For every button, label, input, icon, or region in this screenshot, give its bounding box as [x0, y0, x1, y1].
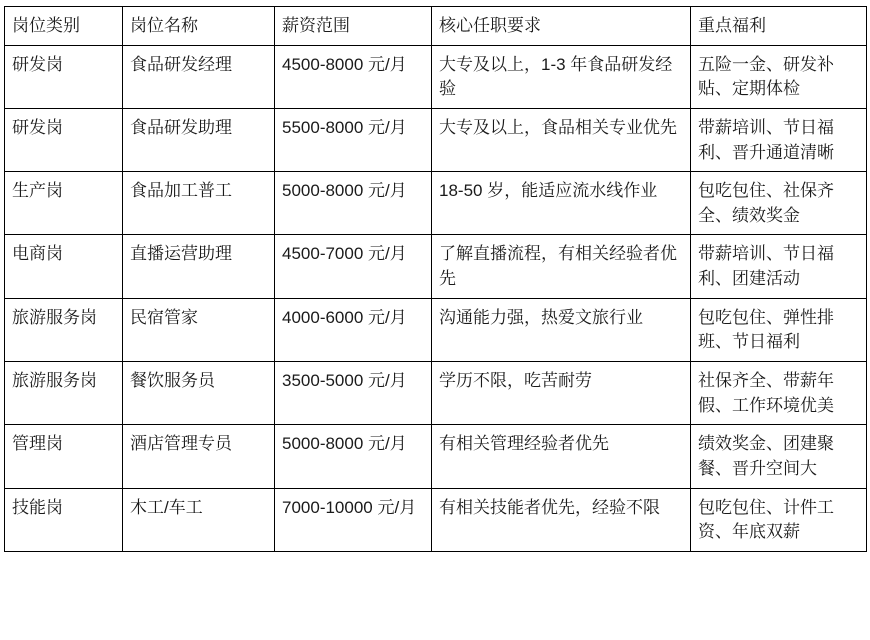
- cell-title-text: 酒店管理专员: [130, 434, 232, 454]
- table-body: [5, 45, 867, 551]
- cell-requirement-text: 了解直播流程，有相关经验者优先: [439, 244, 677, 289]
- cell-benefits-text: 包吃包住、弹性排班、节日福利: [698, 307, 834, 352]
- cell-category: [5, 108, 123, 171]
- cell-requirement-text: 有相关管理经验者优先: [439, 434, 609, 454]
- cell-benefits: [691, 298, 867, 361]
- cell-salary: [275, 45, 432, 108]
- cell-title: [123, 425, 275, 488]
- cell-category-text: 电商岗: [12, 244, 63, 264]
- cell-salary-text: 4500-8000 元/月: [282, 54, 407, 74]
- table-row: [5, 45, 867, 108]
- column-header-benefits: [691, 7, 867, 46]
- cell-title: [123, 45, 275, 108]
- cell-salary-text: 5000-8000 元/月: [282, 434, 407, 454]
- job-listing-table: [4, 6, 867, 552]
- cell-title: [123, 172, 275, 235]
- cell-category: [5, 45, 123, 108]
- table-row: [5, 425, 867, 488]
- column-header-salary: [275, 7, 432, 46]
- cell-category-text: 技能岗: [12, 497, 63, 517]
- cell-title-text: 木工/车工: [130, 497, 203, 517]
- table-row: [5, 108, 867, 171]
- cell-category: [5, 362, 123, 425]
- cell-salary-text: 7000-10000 元/月: [282, 497, 417, 517]
- table-header: [5, 7, 867, 46]
- cell-title-text: 食品研发助理: [130, 117, 232, 137]
- cell-category: [5, 488, 123, 551]
- cell-benefits-text: 社保齐全、带薪年假、工作环境优美: [698, 371, 834, 415]
- cell-benefits-text: 五险一金、研发补贴、定期体检: [698, 54, 834, 99]
- cell-requirement: [432, 172, 691, 235]
- column-header-salary-label: 薪资范围: [282, 16, 350, 35]
- cell-benefits-text: 绩效奖金、团建聚餐、晋升空间大: [698, 434, 834, 478]
- cell-requirement-text: 18-50 岁，能适应流水线作业: [439, 181, 658, 201]
- cell-title: [123, 298, 275, 361]
- cell-salary: [275, 488, 432, 551]
- cell-salary: [275, 362, 432, 425]
- cell-category-text: 管理岗: [12, 434, 63, 454]
- cell-title-text: 食品研发经理: [130, 54, 232, 74]
- cell-benefits-text: 包吃包住、社保齐全、绩效奖金: [698, 181, 834, 225]
- table-row: [5, 298, 867, 361]
- cell-category: [5, 235, 123, 298]
- cell-requirement: [432, 45, 691, 108]
- cell-category-text: 旅游服务岗: [12, 371, 97, 391]
- table-row: [5, 362, 867, 425]
- cell-category: [5, 172, 123, 235]
- cell-requirement-text: 大专及以上，1-3 年食品研发经验: [439, 54, 673, 99]
- cell-title-text: 餐饮服务员: [130, 371, 215, 391]
- cell-title: [123, 235, 275, 298]
- column-header-benefits-label: 重点福利: [698, 16, 766, 35]
- cell-benefits: [691, 488, 867, 551]
- table-row: [5, 172, 867, 235]
- cell-requirement: [432, 235, 691, 298]
- cell-requirement: [432, 362, 691, 425]
- cell-salary-text: 5500-8000 元/月: [282, 117, 407, 137]
- cell-category-text: 研发岗: [12, 54, 63, 74]
- cell-category-text: 研发岗: [12, 117, 63, 137]
- column-header-title: [123, 7, 275, 46]
- cell-requirement: [432, 298, 691, 361]
- cell-salary: [275, 298, 432, 361]
- cell-title-text: 民宿管家: [130, 307, 198, 327]
- cell-benefits: [691, 362, 867, 425]
- cell-benefits: [691, 45, 867, 108]
- cell-requirement: [432, 488, 691, 551]
- column-header-requirement-label: 核心任职要求: [439, 16, 541, 35]
- cell-benefits-text: 包吃包住、计件工资、年底双薪: [698, 497, 834, 542]
- cell-benefits: [691, 235, 867, 298]
- cell-category-text: 生产岗: [12, 181, 63, 201]
- table-header-row: [5, 7, 867, 46]
- column-header-requirement: [432, 7, 691, 46]
- cell-title: [123, 488, 275, 551]
- cell-requirement: [432, 425, 691, 488]
- cell-salary-text: 4500-7000 元/月: [282, 244, 407, 264]
- cell-benefits-text: 带薪培训、节日福利、团建活动: [698, 244, 834, 289]
- cell-requirement-text: 大专及以上，食品相关专业优先: [439, 117, 677, 137]
- cell-salary: [275, 108, 432, 171]
- cell-salary: [275, 172, 432, 235]
- column-header-category-label: 岗位类别: [12, 16, 80, 35]
- cell-title-text: 食品加工普工: [130, 181, 232, 201]
- table-row: [5, 235, 867, 298]
- cell-salary: [275, 235, 432, 298]
- cell-title: [123, 362, 275, 425]
- table-row: [5, 488, 867, 551]
- cell-salary-text: 3500-5000 元/月: [282, 371, 407, 391]
- cell-title-text: 直播运营助理: [130, 244, 232, 264]
- cell-benefits: [691, 172, 867, 235]
- cell-salary-text: 4000-6000 元/月: [282, 307, 407, 327]
- cell-salary: [275, 425, 432, 488]
- cell-category: [5, 425, 123, 488]
- cell-benefits: [691, 425, 867, 488]
- cell-requirement-text: 沟通能力强，热爱文旅行业: [439, 307, 643, 327]
- cell-benefits-text: 带薪培训、节日福利、晋升通道清晰: [698, 117, 834, 162]
- cell-requirement-text: 学历不限，吃苦耐劳: [439, 371, 592, 391]
- column-header-title-label: 岗位名称: [130, 16, 198, 35]
- cell-requirement: [432, 108, 691, 171]
- cell-salary-text: 5000-8000 元/月: [282, 181, 407, 201]
- cell-category: [5, 298, 123, 361]
- cell-requirement-text: 有相关技能者优先，经验不限: [439, 497, 660, 517]
- column-header-category: [5, 7, 123, 46]
- cell-benefits: [691, 108, 867, 171]
- cell-title: [123, 108, 275, 171]
- cell-category-text: 旅游服务岗: [12, 307, 97, 327]
